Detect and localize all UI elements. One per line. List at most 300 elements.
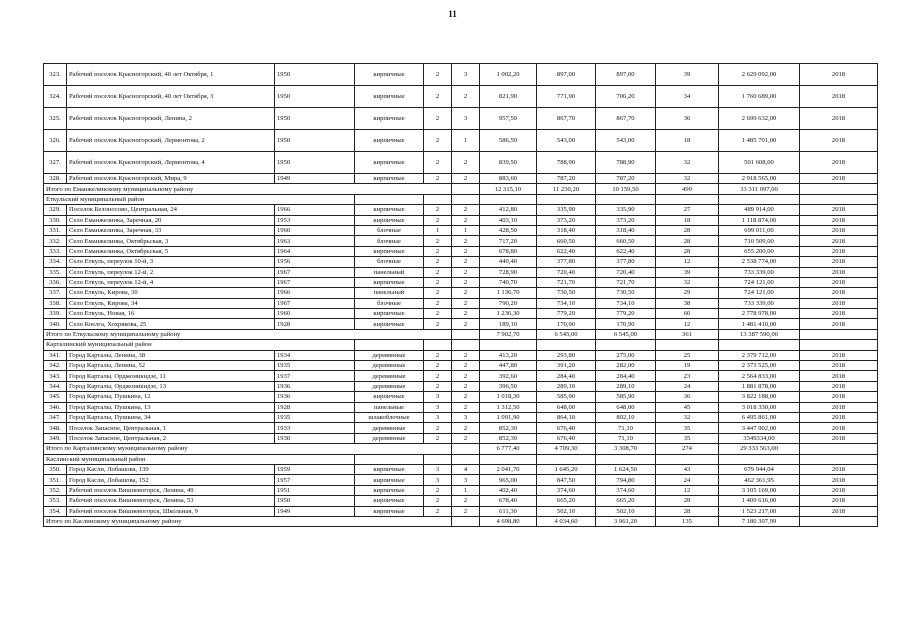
row-area-living: 374,60 — [537, 485, 596, 495]
row-wall-material: кирпичные — [355, 86, 424, 108]
row-entrances: 2 — [452, 496, 480, 506]
row-wall-material: кирпичные — [355, 464, 424, 474]
row-address: Село Еманжелинка, Октябрьская, 3 — [67, 236, 275, 246]
row-residents: 36 — [656, 392, 719, 402]
row-build-year: 1967 — [275, 267, 355, 277]
row-plan-year: 2018 — [800, 277, 878, 287]
row-entrances: 2 — [452, 506, 480, 516]
row-number: 331. — [44, 225, 67, 235]
row-area-total: 392,60 — [480, 371, 537, 381]
row-area-living: 867,70 — [537, 108, 596, 130]
row-entrances: 3 — [452, 108, 480, 130]
row-plan-year: 2018 — [800, 392, 878, 402]
row-number: 325. — [44, 108, 67, 130]
table-row — [44, 152, 878, 174]
row-area-living: 335,90 — [537, 205, 596, 215]
row-area-total: 412,80 — [480, 205, 537, 215]
row-number: 343. — [44, 371, 67, 381]
row-number: 348. — [44, 423, 67, 433]
row-area-living: 676,40 — [537, 433, 596, 443]
row-plan-year: 2018 — [800, 130, 878, 152]
row-plan-year: 2018 — [800, 288, 878, 298]
total-empty — [800, 444, 878, 454]
table-row — [44, 86, 878, 108]
row-area-total: 586,50 — [480, 130, 537, 152]
district-empty-cell — [656, 194, 719, 204]
row-area-total: 413,20 — [480, 350, 537, 360]
row-wall-material: кирпичные — [355, 108, 424, 130]
table-row — [44, 309, 878, 319]
total-area-living: 11 230,20 — [537, 184, 596, 194]
row-build-year: 1966 — [275, 288, 355, 298]
row-floors: 2 — [424, 433, 452, 443]
row-area-living: 721,70 — [537, 277, 596, 287]
row-entrances: 2 — [452, 257, 480, 267]
row-residents: 24 — [656, 381, 719, 391]
total-area-residential: 3 961,20 — [596, 516, 656, 526]
row-wall-material: панельный — [355, 267, 424, 277]
row-address: Село Еткуль, Новая, 16 — [67, 309, 275, 319]
row-cost: 3349334,00 — [719, 433, 800, 443]
row-build-year: 1950 — [275, 108, 355, 130]
district-empty-cell — [537, 194, 596, 204]
row-address: Село Еманжелинка, Октябрьская, 5 — [67, 246, 275, 256]
table-row — [44, 485, 878, 495]
total-label: Итого по Каслинскому муниципальному району — [44, 516, 452, 526]
row-plan-year: 2018 — [800, 205, 878, 215]
row-number: 353. — [44, 496, 67, 506]
row-address: Город Карталы, Пушкина, 13 — [67, 402, 275, 412]
row-address: Город Карталы, Орджоникидзе, 11 — [67, 371, 275, 381]
row-area-residential: 794,80 — [596, 475, 656, 485]
row-floors: 2 — [424, 152, 452, 174]
row-floors: 2 — [424, 298, 452, 308]
row-build-year: 1935 — [275, 361, 355, 371]
row-residents: 32 — [656, 277, 719, 287]
row-area-total: 1 018,30 — [480, 392, 537, 402]
row-wall-material: кирпичные — [355, 205, 424, 215]
row-area-living: 665,20 — [537, 496, 596, 506]
row-area-residential: 665,20 — [596, 496, 656, 506]
row-wall-material: кирпичные — [355, 246, 424, 256]
row-wall-material: шлакоблочные — [355, 412, 424, 422]
row-floors: 3 — [424, 412, 452, 422]
row-area-living: 734,10 — [537, 298, 596, 308]
table-row — [44, 423, 878, 433]
row-area-total: 821,90 — [480, 86, 537, 108]
row-address: Село Еткуль, Кирова, 30 — [67, 288, 275, 298]
row-floors: 2 — [424, 108, 452, 130]
total-empty — [452, 184, 480, 194]
row-wall-material: блочные — [355, 225, 424, 235]
row-cost: 2 699 632,00 — [719, 108, 800, 130]
row-wall-material: кирпичные — [355, 174, 424, 184]
row-area-living: 787,20 — [537, 174, 596, 184]
row-build-year: 1950 — [275, 64, 355, 86]
row-address: Село Еманжелинка, Заречная, 33 — [67, 225, 275, 235]
row-build-year: 1959 — [275, 464, 355, 474]
row-number: 350. — [44, 464, 67, 474]
row-plan-year: 2018 — [800, 412, 878, 422]
row-wall-material: кирпичные — [355, 475, 424, 485]
row-area-total: 447,80 — [480, 361, 537, 371]
total-empty — [452, 444, 480, 454]
row-plan-year: 2018 — [800, 267, 878, 277]
row-residents: 34 — [656, 86, 719, 108]
row-cost: 2 629 092,00 — [719, 64, 800, 86]
row-area-total: 1 136,70 — [480, 288, 537, 298]
row-plan-year: 2018 — [800, 361, 878, 371]
row-wall-material: деревянные — [355, 433, 424, 443]
row-area-living: 391,20 — [537, 361, 596, 371]
total-residents: 135 — [656, 516, 719, 526]
total-area-total: 12 315,10 — [480, 184, 537, 194]
row-cost: 2 373 525,00 — [719, 361, 800, 371]
row-residents: 28 — [656, 236, 719, 246]
row-area-residential: 275,00 — [596, 350, 656, 360]
row-area-total: 1 312,50 — [480, 402, 537, 412]
row-area-residential: 289,10 — [596, 381, 656, 391]
district-empty-cell — [596, 194, 656, 204]
row-address: Город Касли, Лобашова, 139 — [67, 464, 275, 474]
row-floors: 2 — [424, 257, 452, 267]
row-area-total: 728,90 — [480, 267, 537, 277]
row-entrances: 2 — [452, 309, 480, 319]
row-residents: 28 — [656, 246, 719, 256]
total-empty — [800, 184, 878, 194]
row-build-year: 1963 — [275, 236, 355, 246]
row-entrances: 2 — [452, 174, 480, 184]
district-empty-cell — [480, 194, 537, 204]
row-cost: 2 564 833,00 — [719, 371, 800, 381]
row-build-year: 1960 — [275, 225, 355, 235]
row-address: Село Еткуль, переулок 10-й, 3 — [67, 257, 275, 267]
district-empty-cell — [800, 194, 878, 204]
row-area-residential: 318,40 — [596, 225, 656, 235]
table-row — [44, 381, 878, 391]
total-area-total: 7 902,70 — [480, 329, 537, 339]
row-floors: 2 — [424, 246, 452, 256]
row-area-total: 740,70 — [480, 277, 537, 287]
row-number: 335. — [44, 267, 67, 277]
row-residents: 19 — [656, 361, 719, 371]
district-empty-cell — [719, 194, 800, 204]
row-residents: 35 — [656, 423, 719, 433]
row-address: Рабочий поселок Красногорский, Мира, 9 — [67, 174, 275, 184]
row-floors: 3 — [424, 402, 452, 412]
row-cost: 1 481 410,00 — [719, 319, 800, 329]
row-number: 340. — [44, 319, 67, 329]
row-area-total: 396,50 — [480, 381, 537, 391]
row-floors: 2 — [424, 64, 452, 86]
row-wall-material: кирпичные — [355, 130, 424, 152]
row-build-year: 1933 — [275, 423, 355, 433]
row-plan-year: 2018 — [800, 402, 878, 412]
district-name: Карталинский муниципальный район — [44, 340, 355, 350]
row-cost: 3 018 330,00 — [719, 402, 800, 412]
total-residents: 274 — [656, 444, 719, 454]
table-row — [44, 506, 878, 516]
row-build-year: 1960 — [275, 309, 355, 319]
row-area-residential: 373,20 — [596, 215, 656, 225]
district-empty-cell — [719, 454, 800, 464]
row-address: Город Карталы, Орджоникидзе, 13 — [67, 381, 275, 391]
total-area-living: 6 545,00 — [537, 329, 596, 339]
row-number: 354. — [44, 506, 67, 516]
row-residents: 18 — [656, 215, 719, 225]
row-wall-material: панельный — [355, 288, 424, 298]
row-area-living: 720,40 — [537, 267, 596, 277]
row-area-living: 730,50 — [537, 288, 596, 298]
district-empty-cell — [596, 454, 656, 464]
row-address: Село Еткуль, переулок 12-й, 2 — [67, 267, 275, 277]
row-entrances: 2 — [452, 298, 480, 308]
district-empty-cell — [355, 194, 424, 204]
row-area-living: 289,10 — [537, 381, 596, 391]
row-cost: 724 121,00 — [719, 288, 800, 298]
row-address: Рабочий поселок Вишневогорск, Ленина, 53 — [67, 496, 275, 506]
row-plan-year: 2018 — [800, 475, 878, 485]
row-floors: 2 — [424, 350, 452, 360]
row-cost: 1 485 701,00 — [719, 130, 800, 152]
row-residents: 12 — [656, 319, 719, 329]
row-number: 342. — [44, 361, 67, 371]
row-residents: 24 — [656, 475, 719, 485]
row-address: Город Карталы, Ленина, 38 — [67, 350, 275, 360]
row-entrances: 1 — [452, 130, 480, 152]
row-area-living: 1 645,20 — [537, 464, 596, 474]
table-row — [44, 267, 878, 277]
row-number: 326. — [44, 130, 67, 152]
row-number: 349. — [44, 433, 67, 443]
row-number: 351. — [44, 475, 67, 485]
row-cost: 489 914,00 — [719, 205, 800, 215]
row-cost: 710 509,00 — [719, 236, 800, 246]
row-plan-year: 2018 — [800, 64, 878, 86]
table-row — [44, 319, 878, 329]
row-floors: 2 — [424, 361, 452, 371]
row-area-residential: 660,50 — [596, 236, 656, 246]
row-area-residential: 284,40 — [596, 371, 656, 381]
total-residents: 361 — [656, 329, 719, 339]
total-empty — [452, 329, 480, 339]
row-plan-year: 2018 — [800, 423, 878, 433]
district-empty-cell — [656, 454, 719, 464]
row-cost: 699 011,00 — [719, 225, 800, 235]
row-residents: 18 — [656, 130, 719, 152]
row-entrances: 1 — [452, 485, 480, 495]
row-wall-material: кирпичные — [355, 485, 424, 495]
row-floors: 2 — [424, 423, 452, 433]
row-cost: 1 118 874,00 — [719, 215, 800, 225]
row-area-total: 965,00 — [480, 475, 537, 485]
row-cost: 6 495 861,00 — [719, 412, 800, 422]
row-residents: 28 — [656, 506, 719, 516]
row-address: Город Карталы, Пушкина, 12 — [67, 392, 275, 402]
table-row — [44, 174, 878, 184]
row-floors: 2 — [424, 371, 452, 381]
row-plan-year: 2018 — [800, 381, 878, 391]
row-area-residential: 867,70 — [596, 108, 656, 130]
row-entrances: 3 — [452, 475, 480, 485]
row-area-residential: 648,00 — [596, 402, 656, 412]
total-area-living: 4 034,60 — [537, 516, 596, 526]
total-label: Итого по Еманжелинскому муниципальному району — [44, 184, 452, 194]
row-wall-material: кирпичные — [355, 64, 424, 86]
row-area-total: 1 002,20 — [480, 64, 537, 86]
row-address: Село Еманжелинка, Заречная, 20 — [67, 215, 275, 225]
row-residents: 32 — [656, 412, 719, 422]
row-number: 346. — [44, 402, 67, 412]
total-empty — [800, 329, 878, 339]
row-residents: 36 — [656, 108, 719, 130]
district-empty-cell — [656, 340, 719, 350]
row-floors: 2 — [424, 319, 452, 329]
district-header-row — [44, 340, 878, 350]
row-area-living: 788,90 — [537, 152, 596, 174]
row-area-residential: 734,10 — [596, 298, 656, 308]
table-row — [44, 215, 878, 225]
row-build-year: 1967 — [275, 298, 355, 308]
row-number: 333. — [44, 246, 67, 256]
row-floors: 2 — [424, 215, 452, 225]
row-number: 347. — [44, 412, 67, 422]
row-entrances: 1 — [452, 225, 480, 235]
district-empty-cell — [452, 454, 480, 464]
row-number: 339. — [44, 309, 67, 319]
row-area-total: 678,40 — [480, 496, 537, 506]
row-cost: 501 608,00 — [719, 152, 800, 174]
row-build-year: 1949 — [275, 506, 355, 516]
table-row — [44, 475, 878, 485]
row-build-year: 1957 — [275, 475, 355, 485]
row-area-residential: 721,70 — [596, 277, 656, 287]
district-empty-cell — [452, 340, 480, 350]
row-number: 337. — [44, 288, 67, 298]
row-residents: 28 — [656, 225, 719, 235]
row-wall-material: деревянные — [355, 350, 424, 360]
table-row — [44, 225, 878, 235]
row-area-residential: 170,90 — [596, 319, 656, 329]
row-address: Город Карталы, Ленина, 52 — [67, 361, 275, 371]
row-entrances: 2 — [452, 350, 480, 360]
row-number: 327. — [44, 152, 67, 174]
row-floors: 3 — [424, 464, 452, 474]
row-address: Село Еткуль, переулок 12-й, 4 — [67, 277, 275, 287]
row-entrances: 2 — [452, 215, 480, 225]
row-address: Поселок Запасное, Центральная, 1 — [67, 423, 275, 433]
row-wall-material: кирпичные — [355, 496, 424, 506]
row-wall-material: кирпичные — [355, 277, 424, 287]
row-residents: 60 — [656, 309, 719, 319]
district-empty-cell — [800, 340, 878, 350]
row-entrances: 2 — [452, 86, 480, 108]
row-area-residential: 502,10 — [596, 506, 656, 516]
row-entrances: 2 — [452, 361, 480, 371]
row-number: 334. — [44, 257, 67, 267]
row-build-year: 1950 — [275, 130, 355, 152]
row-number: 345. — [44, 392, 67, 402]
row-address: Рабочий поселок Красногорский, 40 лет Октября, 3 — [67, 86, 275, 108]
total-row — [44, 329, 878, 339]
row-plan-year: 2018 — [800, 152, 878, 174]
row-address: Рабочий поселок Вишневогорск, Ленина, 49 — [67, 485, 275, 495]
housing-register-table — [43, 63, 878, 527]
table-row — [44, 246, 878, 256]
row-number: 336. — [44, 277, 67, 287]
row-residents: 12 — [656, 485, 719, 495]
district-header-row — [44, 454, 878, 464]
row-area-residential: 787,20 — [596, 174, 656, 184]
row-residents: 29 — [656, 288, 719, 298]
row-area-residential: 282,00 — [596, 361, 656, 371]
table-row — [44, 130, 878, 152]
row-entrances: 3 — [452, 412, 480, 422]
row-address: Рабочий поселок Красногорский, Ленина, 2 — [67, 108, 275, 130]
row-area-residential: 897,00 — [596, 64, 656, 86]
row-entrances: 2 — [452, 433, 480, 443]
row-cost: 1 760 689,00 — [719, 86, 800, 108]
row-area-total: 2 041,70 — [480, 464, 537, 474]
row-entrances: 2 — [452, 319, 480, 329]
row-cost: 3 822 188,00 — [719, 392, 800, 402]
row-address: Рабочий поселок Красногорский, 40 лет Октября, 1 — [67, 64, 275, 86]
row-cost: 733 339,00 — [719, 298, 800, 308]
table-row — [44, 257, 878, 267]
row-cost: 733 339,00 — [719, 267, 800, 277]
district-empty-cell — [424, 194, 452, 204]
table-row — [44, 205, 878, 215]
row-build-year: 1953 — [275, 215, 355, 225]
row-cost: 2 778 978,00 — [719, 309, 800, 319]
row-number: 332. — [44, 236, 67, 246]
row-wall-material: деревянные — [355, 361, 424, 371]
row-plan-year: 2018 — [800, 86, 878, 108]
row-floors: 2 — [424, 485, 452, 495]
row-address: Поселок Белоносово, Центральная, 24 — [67, 205, 275, 215]
row-area-total: 402,40 — [480, 485, 537, 495]
row-number: 341. — [44, 350, 67, 360]
row-wall-material: деревянные — [355, 371, 424, 381]
total-cost: 13 387 590,00 — [719, 329, 800, 339]
row-area-total: 1 091,90 — [480, 412, 537, 422]
row-area-residential: 374,60 — [596, 485, 656, 495]
row-wall-material: кирпичные — [355, 319, 424, 329]
row-wall-material: панельные — [355, 402, 424, 412]
total-label: Итого по Еткульскому муниципальному району — [44, 329, 452, 339]
row-plan-year: 2018 — [800, 319, 878, 329]
row-wall-material: кирпичные — [355, 506, 424, 516]
row-area-residential: 706,20 — [596, 86, 656, 108]
row-entrances: 4 — [452, 464, 480, 474]
total-cost: 29 333 563,00 — [719, 444, 800, 454]
row-area-total: 428,50 — [480, 225, 537, 235]
total-row — [44, 444, 878, 454]
row-plan-year: 2018 — [800, 485, 878, 495]
row-number: 344. — [44, 381, 67, 391]
row-number: 328. — [44, 174, 67, 184]
district-empty-cell — [719, 340, 800, 350]
row-area-living: 585,90 — [537, 392, 596, 402]
row-area-total: 678,80 — [480, 246, 537, 256]
row-build-year: 1956 — [275, 257, 355, 267]
total-area-residential: 10 159,50 — [596, 184, 656, 194]
table-row — [44, 236, 878, 246]
row-entrances: 2 — [452, 423, 480, 433]
row-plan-year: 2018 — [800, 371, 878, 381]
row-build-year: 1964 — [275, 246, 355, 256]
row-floors: 2 — [424, 174, 452, 184]
